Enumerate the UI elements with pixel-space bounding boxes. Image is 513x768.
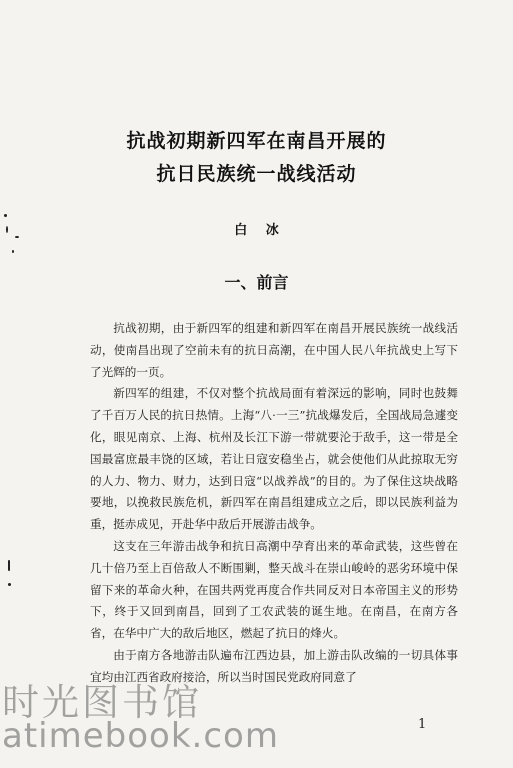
paragraph: 抗战初期，由于新四军的组建和新四军在南昌开展民族统一战线活动，使南昌出现了空前未有的抗日高潮，在中国人民八年抗战史上写下了光辉的一页。 <box>90 321 458 379</box>
body-text <box>90 318 458 689</box>
scan-speck <box>4 214 7 217</box>
scan-speck <box>12 250 14 253</box>
scan-speck <box>8 583 11 586</box>
author-name: 白 冰 <box>234 223 279 238</box>
page-number: 1 <box>418 717 427 732</box>
paragraph: 这支在三年游击战争和抗日高潮中孕育出来的革命武装，这些曾在几十倍乃至上百倍敌人不断围剿，整天战斗在崇山峻岭的恶劣环境中保留下来的革命火种，在国共两党再度合作共同反对日本帝国主义的形势下，终于又回到南昌，回到了工农武装的诞生地。在南昌，在南方各省，在华中广大的敌后地区，燃起了抗日的烽火。 <box>90 538 458 641</box>
paragraph: 新四军的组建，不仅对整个抗战局面有着深远的影响，同时也鼓舞了千百万人民的抗日热情。上海“八·一三”抗战爆发后，全国战局急遽变化，眼见南京、上海、杭州及长江下游一带就要沦于敌手，这一带是全国最富庶最丰饶的区域，若让日寇安稳坐占，就会使他们从此掠取无穷的人力、物力、财力，达到日寇“以战养战”的目的。为了保住这块战略要地，以挽救民族危机，新四军在南昌组建成立之后，即以民族利益为重，挺赤成见，开赴华中敌后开展游击战争。 <box>90 386 458 532</box>
paragraph: 由于南方各地游击队遍布江西边县，加上游击队改编的一切具体事宜均由江西省政府接洽，所以当时国民党政府同意了 <box>90 647 458 684</box>
watermark-url: atimebook.com <box>2 716 279 756</box>
title-line-2: 抗日民族统一战线活动 <box>156 163 357 185</box>
scan-speck <box>8 560 10 571</box>
section-heading: 一、前言 <box>224 273 289 292</box>
title-line-1: 抗战初期新四军在南昌开展的 <box>126 130 387 152</box>
watermark-chinese: 时光图书馆 <box>2 681 202 724</box>
